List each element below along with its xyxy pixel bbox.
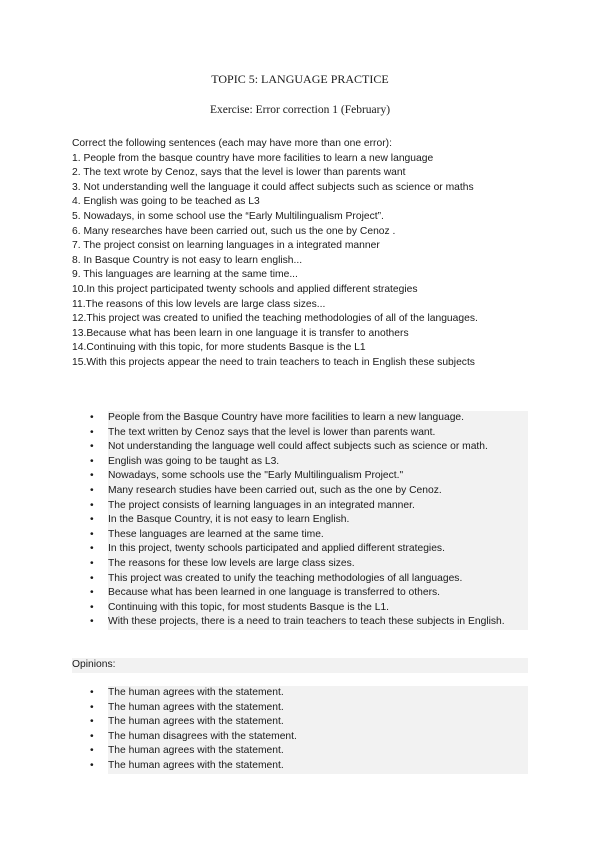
correction-item: • This project was created to unify the teaching methodologies of all languages. [72, 572, 528, 587]
page-title: TOPIC 5: LANGUAGE PRACTICE [211, 72, 389, 86]
correction-item: • The reasons for these low levels are large class sizes. [72, 557, 528, 572]
sentence-item: 7. The project consist on learning languages in a integrated manner [72, 240, 380, 252]
correction-item: • People from the Basque Country have more facilities to learn a new language. [72, 411, 528, 426]
instructions: Correct the following sentences (each may have more than one error): [72, 138, 392, 149]
opinion-item: • The human disagrees with the statement. [72, 730, 528, 745]
correction-item: • The text written by Cenoz says that the level is lower than parents want. [72, 426, 528, 441]
opinion-item: • The human agrees with the statement. [72, 744, 528, 759]
opinions-label: Opinions: [72, 658, 528, 673]
opinion-item: • The human agrees with the statement. [72, 715, 528, 730]
correction-item: • The project consists of learning languages in an integrated manner. [72, 499, 528, 514]
correction-item: • Because what has been learned in one language is transferred to others. [72, 586, 528, 601]
opinion-item: • The human agrees with the statement. [72, 701, 528, 716]
sentence-item: 4. English was going to be teached as L3 [72, 196, 260, 208]
correction-item: • Continuing with this topic, for most students Basque is the L1. [72, 601, 528, 616]
sentence-item: 5. Nowadays, in some school use the “Early Multilingualism Project”. [72, 210, 384, 222]
sentence-item: 14.Continuing with this topic, for more students Basque is the L1 [72, 342, 366, 354]
opinion-item: • The human agrees with the statement. [72, 759, 528, 774]
sentence-item: 3. Not understanding well the language it could affect subjects such as science or maths [72, 181, 474, 193]
sentence-item: 6. Many researches have been carried out, such us the one by Cenoz . [72, 225, 396, 237]
corrections-list [72, 411, 528, 630]
correction-item: • Not understanding the language well could affect subjects such as science or math. [72, 440, 528, 455]
sentence-item: 8. In Basque Country is not easy to learn english... [72, 254, 303, 266]
sentence-item: 12.This project was created to unified the teaching methodologies of all of the languages. [72, 313, 478, 325]
sentence-item: 2. The text wrote by Cenoz, says that the level is lower than parents want [72, 167, 406, 179]
correction-item: • In this project, twenty schools participated and applied different strategies. [72, 542, 528, 557]
correction-item: • Many research studies have been carried out, such as the one by Cenoz. [72, 484, 528, 499]
opinion-item: • The human agrees with the statement. [72, 686, 528, 701]
opinions-list [72, 686, 528, 774]
sentence-item: 1. People from the basque country have more facilities to learn a new language [72, 152, 434, 164]
sentence-item: 11.The reasons of this low levels are large class sizes... [72, 298, 326, 310]
correction-item: • English was going to be taught as L3. [72, 455, 528, 470]
correction-item: • With these projects, there is a need to train teachers to teach these subjects in English. [72, 615, 528, 630]
correction-item: • These languages are learned at the same time. [72, 528, 528, 543]
correction-item: • In the Basque Country, it is not easy to learn English. [72, 513, 528, 528]
exercise-section [72, 137, 542, 371]
sentence-item: 10.In this project participated twenty schools and applied different strategies [72, 283, 418, 295]
sentence-item: 15.With this projects appear the need to train teachers to teach in English these subjects [72, 356, 475, 368]
exercise-subtitle: Exercise: Error correction 1 (February) [209, 104, 391, 116]
sentence-item: 13.Because what has been learn in one language it is transfer to anothers [72, 327, 409, 339]
correction-item: • Nowadays, some schools use the "Early Multilingualism Project." [72, 469, 528, 484]
sentence-item: 9. This languages are learning at the same time... [72, 269, 298, 281]
